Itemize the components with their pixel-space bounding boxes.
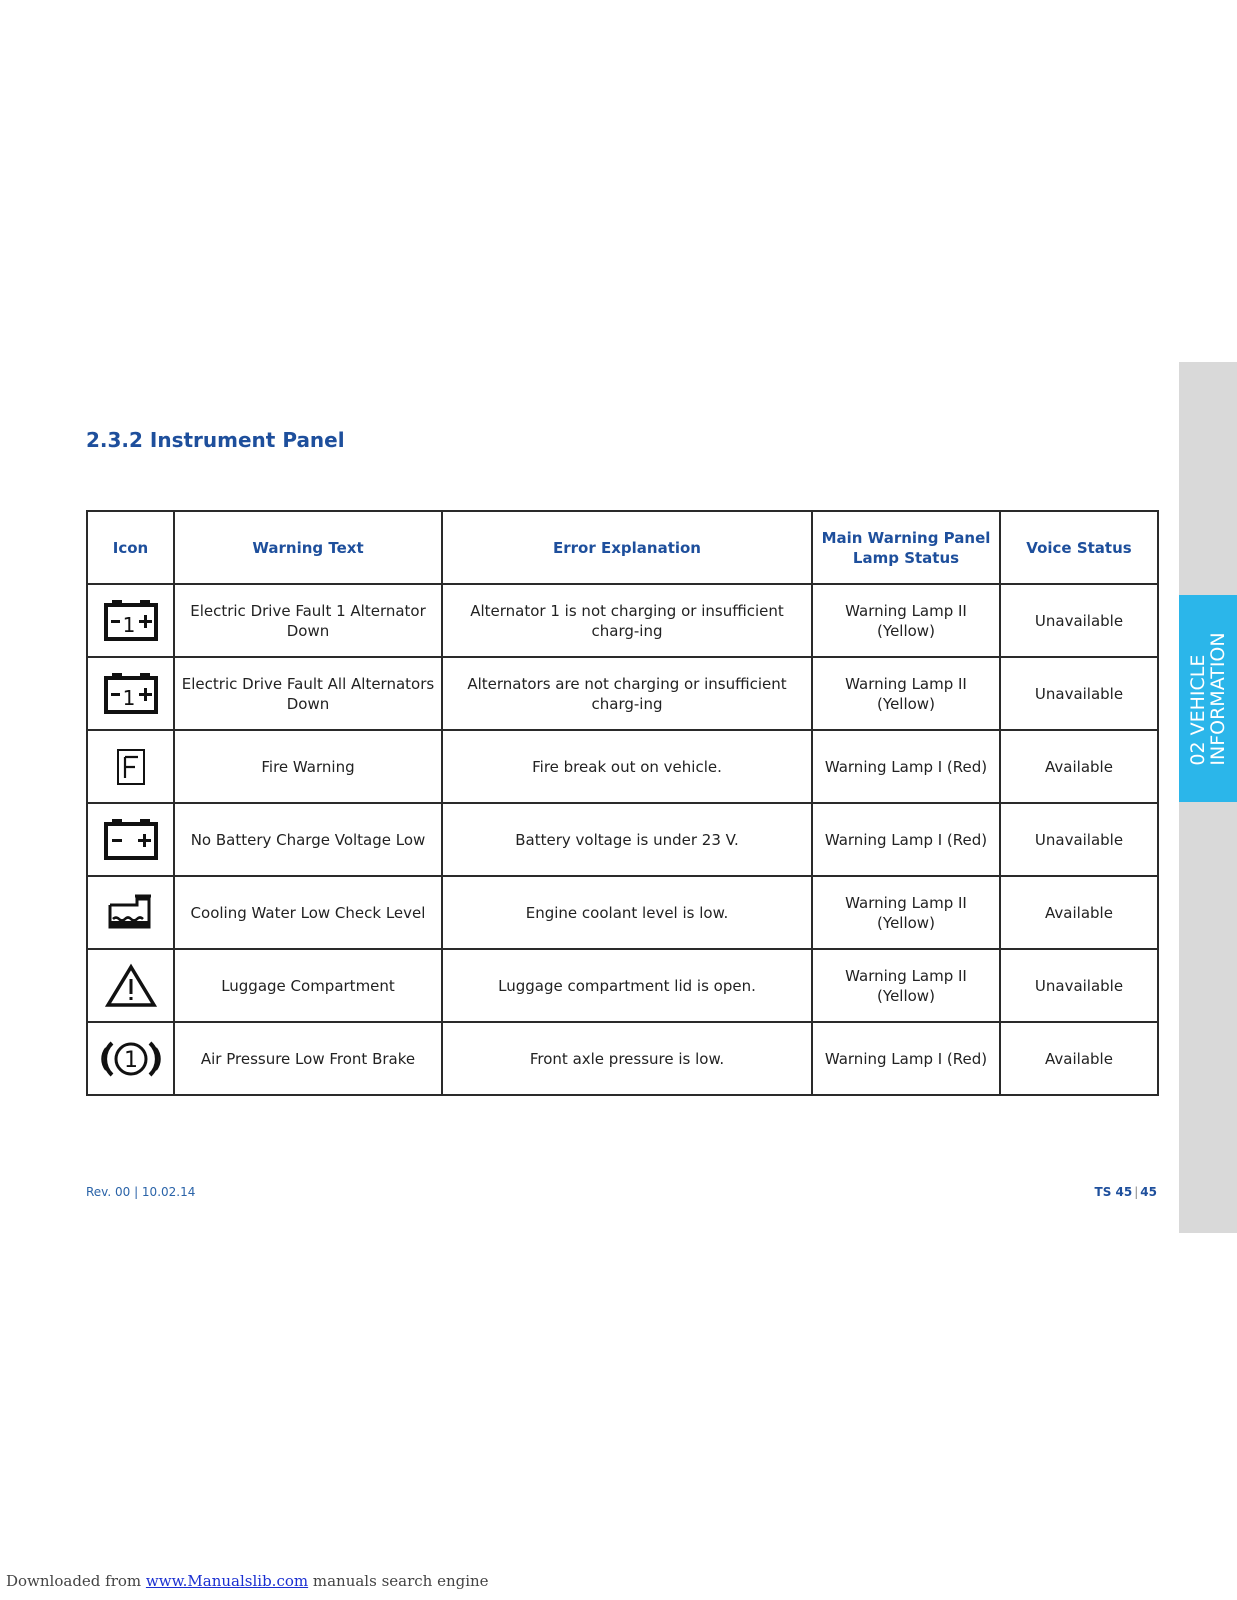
lamp-status: Warning Lamp II (Yellow) (812, 657, 1000, 730)
page-separator: | (1134, 1185, 1139, 1199)
table-row (87, 730, 1158, 803)
table-row (87, 876, 1158, 949)
voice-status: Unavailable (1000, 949, 1158, 1022)
voice-status: Available (1000, 876, 1158, 949)
lamp-status: Warning Lamp II (Yellow) (812, 876, 1000, 949)
warning-text: Electric Drive Fault 1 Alternator Down (174, 584, 442, 657)
voice-status: Unavailable (1000, 803, 1158, 876)
header-warning-text: Warning Text (174, 511, 442, 584)
error-explanation: Battery voltage is under 23 V. (442, 803, 812, 876)
header-error-explanation: Error Explanation (442, 511, 812, 584)
brake-circle-1-icon (101, 1036, 161, 1082)
icon-cell (87, 657, 174, 730)
manualslib-link[interactable]: www.Manualslib.com (145, 1572, 309, 1590)
svg-text:1: 1 (122, 685, 135, 710)
svg-text:1: 1 (122, 612, 135, 637)
section-title: 2.3.2 Instrument Panel (86, 428, 345, 452)
icon-cell (87, 1022, 174, 1095)
error-explanation: Fire break out on vehicle. (442, 730, 812, 803)
revision-date: Rev. 00 | 10.02.14 (86, 1185, 196, 1199)
warning-triangle-icon (105, 963, 157, 1009)
svg-text:1: 1 (123, 1047, 138, 1073)
fire-f-icon (116, 748, 146, 786)
coolant-level-icon (105, 893, 157, 933)
page-index: 45 (1140, 1185, 1157, 1199)
warning-text: Fire Warning (174, 730, 442, 803)
warning-text: No Battery Charge Voltage Low (174, 803, 442, 876)
table-row (87, 1022, 1158, 1095)
icon-cell (87, 803, 174, 876)
error-explanation: Engine coolant level is low. (442, 876, 812, 949)
icon-cell (87, 584, 174, 657)
error-explanation: Alternator 1 is not charging or insufficient charg-ing (442, 584, 812, 657)
warning-text: Electric Drive Fault All Alternators Down (174, 657, 442, 730)
battery-icon (103, 818, 159, 862)
lamp-status: Warning Lamp II (Yellow) (812, 949, 1000, 1022)
voice-status: Available (1000, 730, 1158, 803)
chapter-tab-label: 02 VEHICLE INFORMATION (1187, 631, 1229, 766)
lamp-status: Warning Lamp I (Red) (812, 803, 1000, 876)
battery-1-icon (103, 672, 159, 716)
header-voice-status: Voice Status (1000, 511, 1158, 584)
warning-table (86, 510, 1159, 1096)
header-icon: Icon (87, 511, 174, 584)
download-prefix: Downloaded from (6, 1572, 146, 1590)
voice-status: Unavailable (1000, 584, 1158, 657)
lamp-status: Warning Lamp II (Yellow) (812, 584, 1000, 657)
icon-cell (87, 876, 174, 949)
icon-cell (87, 730, 174, 803)
warning-text: Luggage Compartment (174, 949, 442, 1022)
warning-text: Air Pressure Low Front Brake (174, 1022, 442, 1095)
table-row (87, 584, 1158, 657)
chapter-tab[interactable] (1179, 595, 1237, 802)
table-header-row (87, 511, 1158, 584)
table-row (87, 949, 1158, 1022)
lamp-status: Warning Lamp I (Red) (812, 730, 1000, 803)
error-explanation: Front axle pressure is low. (442, 1022, 812, 1095)
download-suffix: manuals search engine (308, 1572, 489, 1590)
icon-cell (87, 949, 174, 1022)
voice-status: Available (1000, 1022, 1158, 1095)
voice-status: Unavailable (1000, 657, 1158, 730)
lamp-status: Warning Lamp I (Red) (812, 1022, 1000, 1095)
page-number (1095, 1185, 1157, 1199)
table-row (87, 657, 1158, 730)
table-row (87, 803, 1158, 876)
header-lamp-status: Main Warning Panel Lamp Status (812, 511, 1000, 584)
warning-text: Cooling Water Low Check Level (174, 876, 442, 949)
download-note (6, 1572, 489, 1590)
battery-1-icon (103, 599, 159, 643)
error-explanation: Alternators are not charging or insufficient charg-ing (442, 657, 812, 730)
page-model: TS 45 (1094, 1185, 1133, 1199)
error-explanation: Luggage compartment lid is open. (442, 949, 812, 1022)
